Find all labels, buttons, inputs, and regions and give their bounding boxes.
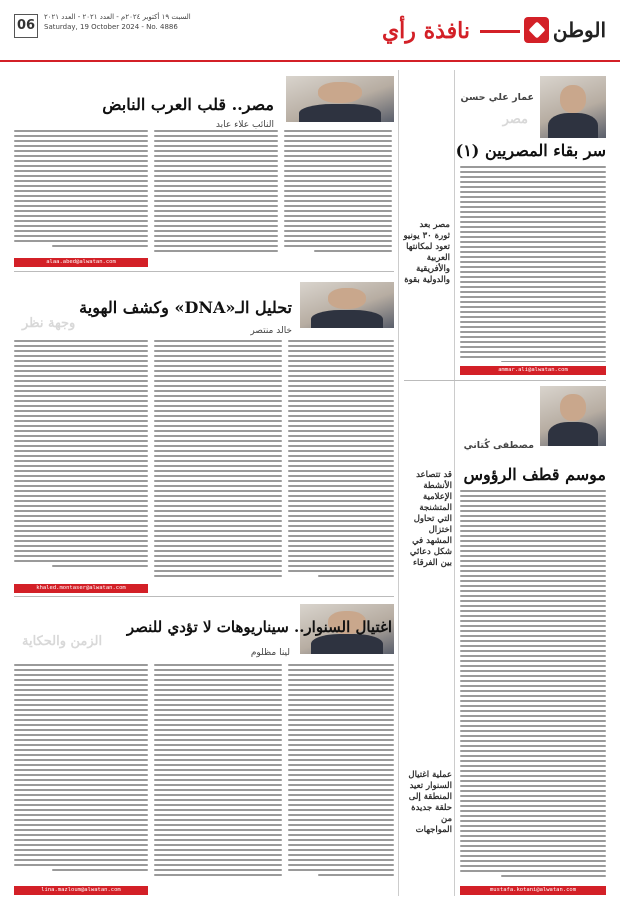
author-email[interactable]: lina.mazloum@alwatan.com (14, 886, 148, 895)
masthead (0, 0, 620, 62)
article-body (460, 166, 606, 362)
article-headline[interactable]: سر بقاء المصريين (١) (455, 141, 606, 160)
block-divider (404, 380, 606, 381)
pull-quote: عملية اغتيال السنوار تعيد المنطقة إلى حلقة جديدة من المواجهات (408, 770, 452, 835)
date-english: Saturday, 19 October 2024 - No. 4886 (44, 23, 178, 31)
article-body-col2 (154, 340, 282, 580)
article-body-col1 (284, 130, 392, 254)
author-photo (540, 76, 606, 138)
article-body-col2 (154, 130, 278, 254)
column-tag: مصر (502, 112, 528, 127)
section-title: نافذة رأي (381, 18, 470, 44)
author-name: لينا مظلوم (250, 648, 290, 658)
column-divider (454, 70, 455, 896)
column-tag: الزمن والحكاية (22, 634, 103, 649)
block-divider (14, 271, 394, 272)
article-body-col2 (154, 664, 282, 882)
article-headline[interactable]: موسم قطف الرؤوس (463, 465, 606, 484)
article-headline[interactable]: مصر.. قلب العرب النابض (102, 95, 274, 114)
dateline (44, 12, 214, 32)
author-email[interactable]: mustafa.kotani@alwatan.com (460, 886, 606, 895)
newspaper-logo[interactable] (524, 10, 606, 50)
logo-icon (524, 17, 549, 43)
author-photo (300, 282, 394, 328)
pull-quote: قد تتصاعد الأنشطة الإعلامية المتشنجة التي تحاول اختزال المشهد في شكل دعائي بين الفرقاء (409, 470, 452, 568)
column-tag: وجهة نظر (22, 316, 76, 331)
date-arabic: السبت ١٩ أكتوبر ٢٠٢٤م - العدد ٢٠٢١ - العدد ٢٠٢١ (44, 13, 191, 21)
pull-quote: مصر بعد ثورة ٣٠ يونيو تعود لمكانتها العربية والأفريقية والدولية بقوة (403, 220, 450, 285)
logo-text: الوطن (552, 18, 606, 42)
author-email[interactable]: alaa.abed@alwatan.com (14, 258, 148, 267)
author-photo (540, 386, 606, 446)
block-divider (14, 596, 394, 597)
section-accent-line (480, 30, 520, 33)
article-body-col1 (288, 340, 394, 580)
author-name: عمار علي حسن (460, 92, 534, 103)
author-photo (286, 76, 394, 122)
author-name: النائب علاء عابد (215, 120, 274, 130)
author-name: خالد منتصر (250, 326, 292, 336)
column-divider (398, 70, 399, 896)
author-name: مصطفى كُتاني (463, 440, 534, 451)
article-body (460, 490, 606, 882)
article-body-col3 (14, 340, 148, 580)
article-body-col3 (14, 664, 148, 882)
article-body-col3 (14, 130, 148, 254)
page-number: 06 (14, 14, 38, 38)
article-headline[interactable]: تحليل الـ«DNA» وكشف الهوية (79, 298, 292, 317)
author-email[interactable]: ammar.ali@alwatan.com (460, 366, 606, 375)
author-email[interactable]: khaled.montaser@alwatan.com (14, 584, 148, 593)
article-body-col1 (288, 664, 394, 882)
article-headline[interactable]: اغتيال السنوار.. سيناريوهات لا تؤدي للنصر (126, 618, 392, 636)
